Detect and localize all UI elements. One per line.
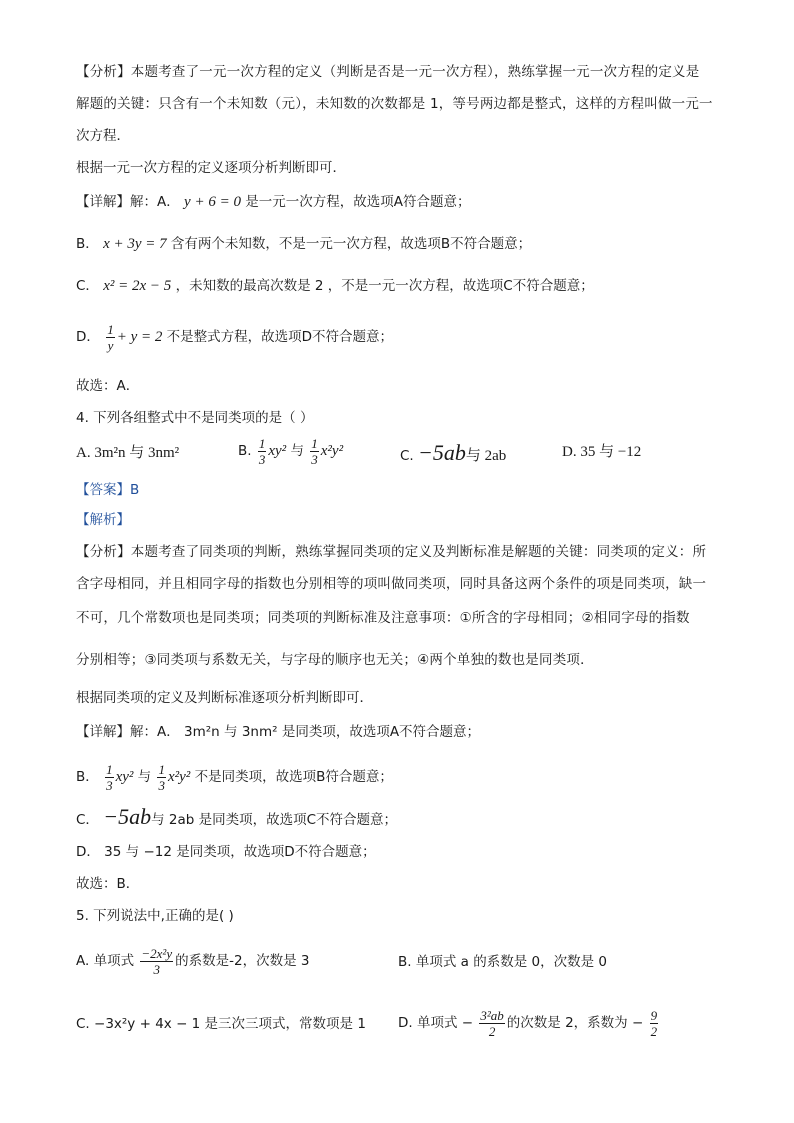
q5-option-b: B. 单项式 a 的系数是 0，次数是 0 — [398, 954, 607, 970]
detail-option-a: 【详解】解：A． y + 6 = 0 是一元一次方程，故选项A符合题意； — [76, 194, 471, 210]
detail-option-d: D． 35 与 −12 是同类项，故选项D不符合题意； — [76, 844, 376, 860]
question-4-stem: 4. 下列各组整式中不是同类项的是（ ） — [76, 410, 314, 426]
detail-option-c: C． x² = 2x − 5 ，未知数的最高次数是 2 ，不是一元一次方程，故选项C不符合题意； — [76, 278, 594, 294]
analysis-line: 解题的关键：只含有一个未知数（元），未知数的次数都是 1，等号两边都是整式，这样的方程叫做一元一 — [76, 96, 713, 112]
analysis-tag: 【解析】 — [76, 512, 130, 528]
analysis-line: 次方程． — [76, 128, 130, 144]
question-5-stem: 5. 下列说法中,正确的是( ) — [76, 908, 234, 924]
analysis-line: 根据同类项的定义及判断标准逐项分析判断即可． — [76, 690, 373, 706]
analysis-line: 不可，几个常数项也是同类项；同类项的判断标准及注意事项：①所含的字母相同；②相同字母的指数 — [76, 610, 690, 626]
q5-option-c: C. −3x²y + 4x − 1 是三次三项式，常数项是 1 — [76, 1016, 366, 1032]
q5-option-a: A. 单项式 $\frac{\text{−2x²y}}{3}$ 的系数是-2，次数是 3 — [76, 945, 310, 977]
detail-option-b: B． x + 3y = 7 含有两个未知数，不是一元一次方程，故选项B不符合题意； — [76, 236, 532, 252]
q4-option-a: A. 3m²n 与 3nm² — [76, 445, 180, 461]
detail-option-b: B． $\frac{1}{3}$ xy² 与 $\frac{1}{3}$ x²y² 不是同类项，故选项B符合题意； — [76, 761, 393, 793]
detail-option-d: D． $\frac{1}{y}$ + y = 2 不是整式方程，故选项D不符合题意； — [76, 321, 394, 353]
fraction: $\frac{1}{y}$ — [107, 321, 114, 353]
analysis-line: 分别相等；③同类项与系数无关，与字母的顺序也无关；④两个单独的数也是同类项． — [76, 652, 594, 668]
q4-option-c: C. −5ab与 2ab — [400, 440, 507, 465]
answer-tag: 【答案】B — [76, 482, 140, 498]
detail-option-c: C． −5ab与 2ab 是同类项，故选项C不符合题意； — [76, 804, 398, 829]
detail-option-a: 【详解】解：A． 3m²n 与 3nm² 是同类项，故选项A不符合题意； — [76, 724, 481, 740]
analysis-line: 【分析】本题考查了同类项的判断，熟练掌握同类项的定义及判断标准是解题的关键：同类项的定义：所 — [76, 544, 707, 560]
analysis-line: 含字母相同，并且相同字母的指数也分别相等的项叫做同类项，同时具备这两个条件的项是同类项，缺一 — [76, 576, 707, 592]
q4-option-d: D. 35 与 −12 — [562, 444, 642, 460]
detail-answer: 故选：A． — [76, 378, 140, 394]
analysis-line: 根据一元一次方程的定义逐项分析判断即可． — [76, 160, 346, 176]
q4-option-b: B. $\frac{1}{3}$ xy² 与 $\frac{1}{3}$ x²y² — [238, 435, 344, 467]
detail-answer: 故选：B． — [76, 876, 140, 892]
q5-option-d: D. 单项式 − $\frac{\text{3²ab}}{2}$ 的次数是 2，系数为 − $\frac{9}{2}$ — [398, 1007, 658, 1039]
analysis-line: 【分析】本题考查了一元一次方程的定义（判断是否是一元一次方程），熟练掌握一元一次方程的定义是 — [76, 64, 700, 80]
